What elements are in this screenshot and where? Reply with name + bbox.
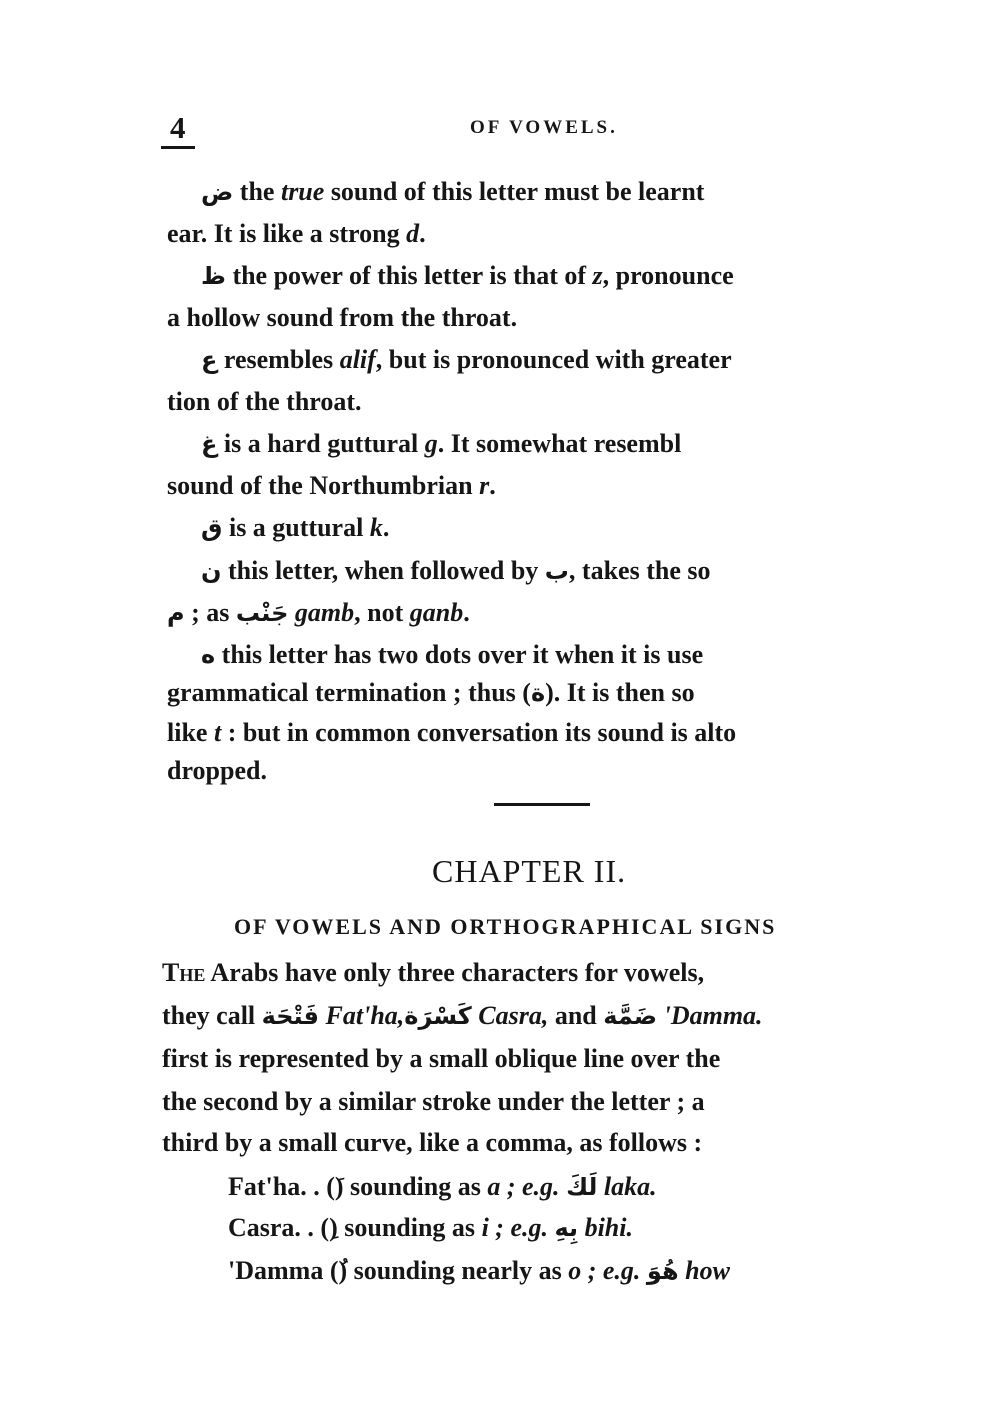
qaf-line: ق is a guttural k. [201,513,390,542]
arabic-word-laka: لَكَ [566,1173,598,1201]
dad-line-1: ض the true sound of this letter must be learnt [201,177,705,206]
example-kasra: Casra. . () sounding as i ; e.g. بِهِ bihi. [228,1213,633,1242]
chapter-title: CHAPTER II. [432,853,627,889]
example-fatha: Fat'ha. . () sounding as a ; e.g. لَكَ laka. [228,1172,657,1201]
chapter-subtitle: OF VOWELS AND ORTHOGRAPHICAL SIGNS [234,914,777,939]
body-line-2: they call فَتْحَة Fat'ha,كَسْرَة Casra, and ضَمَّة 'Damma. [162,1001,763,1030]
arabic-letter-dad: ض [201,178,234,206]
page-number-underline [161,146,195,149]
page-number: 4 [170,110,186,145]
ha-line-3: like t : but in common conversation its sound is alto [167,718,737,747]
za-line-2: a hollow sound from the throat. [167,303,518,332]
arabic-letter-nun: ن [201,557,222,585]
ghain-line-2: sound of the Northumbrian r. [167,471,496,500]
arabic-letter-qaf: ق [201,514,223,542]
ha-line-1: ه this letter has two dots over it when it is use [201,640,704,669]
za-line-1: ظ the power of this letter is that of z, pronounce [201,261,734,290]
arabic-letter-ain: ع [201,346,218,374]
arabic-letter-ta-marbuta: ة [530,679,546,707]
body-line-1: The Arabs have only three characters for vowels, [162,958,705,987]
body-line-4: the second by a similar stroke under the letter ; a [162,1087,705,1116]
arabic-word-huwa: هُوَ [646,1257,679,1285]
arabic-word-bihi: بِهِ [554,1214,579,1242]
arabic-word-damma: ضَمَّة [603,1002,658,1030]
running-title: OF VOWELS. [470,117,618,138]
arabic-word-kasra: كَسْرَة [404,1002,472,1030]
arabic-letter-za: ظ [201,262,226,290]
arabic-letter-ba: ب [544,557,569,585]
dad-line-2: ear. It is like a strong d. [167,219,426,248]
example-damma: 'Damma () sounding nearly as o ; e.g. هُوَ how [228,1256,730,1285]
body-line-3: first is represented by a small oblique line over the [162,1044,721,1073]
ain-line-2: tion of the throat. [167,387,362,416]
ain-line-1: ع resembles alif, but is pronounced with greater [201,345,732,374]
ha-line-2: grammatical termination ; thus (ة). It is then so [167,678,695,707]
ha-line-4: dropped. [167,756,267,785]
section-divider [494,803,590,806]
ghain-line-1: غ is a hard guttural g. It somewhat resembl [201,429,682,458]
arabic-letter-mim: م [167,599,185,627]
nun-line-1: ن this letter, when followed by ب, takes the so [201,556,711,585]
arabic-letter-ha: ه [201,641,216,669]
arabic-letter-ghain: غ [201,430,218,458]
arabic-word-gamb: جَنْب [235,599,289,627]
arabic-word-fatha: فَتْحَة [261,1002,320,1030]
body-line-5: third by a small curve, like a comma, as follows : [162,1128,703,1157]
nun-line-2: م ; as جَنْب gamb, not ganb. [167,598,470,627]
